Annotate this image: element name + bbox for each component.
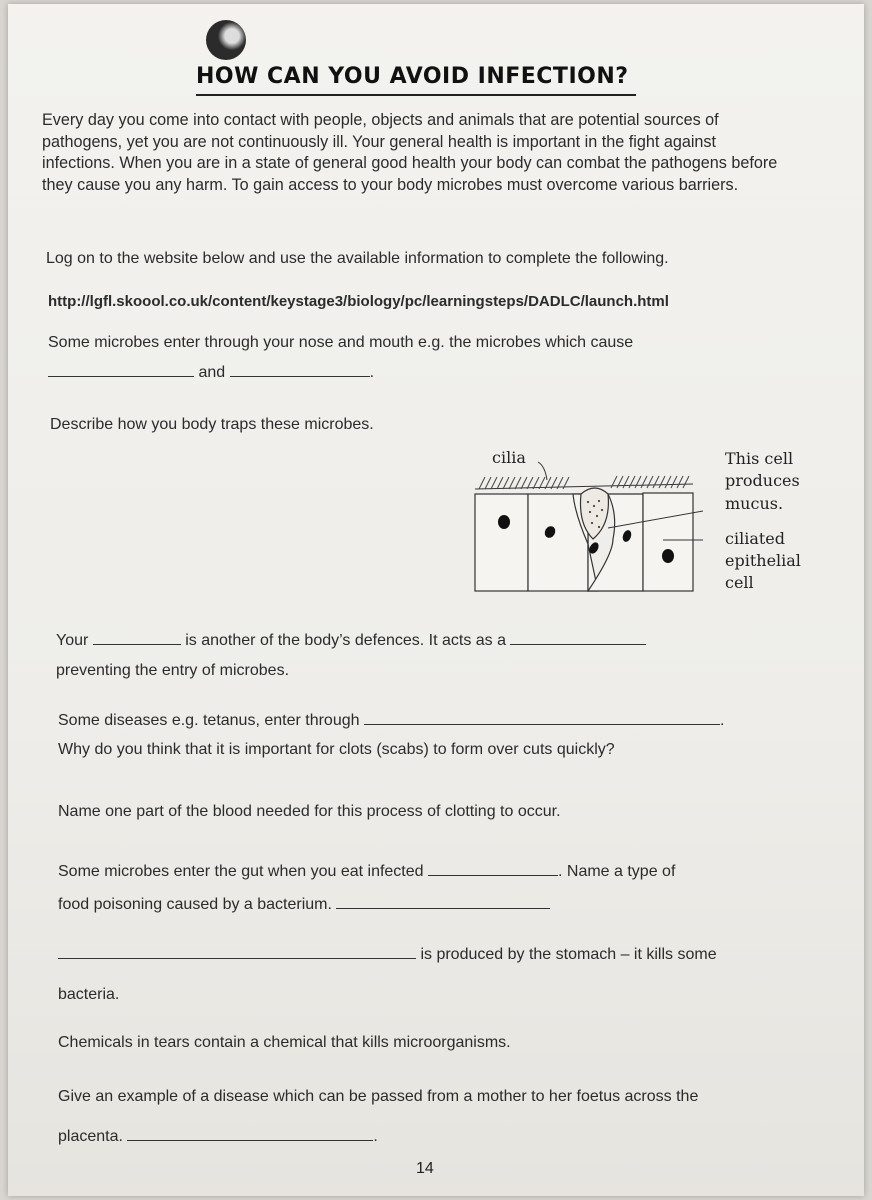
answer-blank[interactable] — [510, 630, 646, 645]
nucleus — [662, 549, 674, 563]
nucleus — [498, 515, 510, 529]
question-blood-clotting: Name one part of the blood needed for this process of clotting to occur. — [58, 803, 561, 820]
question-skin — [56, 630, 646, 651]
question-gut-text: Some microbes enter the gut when you eat infected — [58, 863, 424, 880]
placenta-word: placenta. — [58, 1128, 123, 1145]
question-stomach — [58, 944, 717, 965]
answer-blank[interactable] — [428, 861, 558, 876]
answer-blank[interactable] — [58, 944, 416, 959]
question-stomach-line2: bacteria. — [58, 986, 120, 1003]
answer-blank[interactable] — [230, 362, 370, 377]
question-skin-text: is another of the body’s defences. It acts as a — [185, 632, 507, 649]
diagram-label-epithelial-line1: ciliated — [725, 529, 785, 548]
answer-blank[interactable] — [127, 1126, 373, 1141]
title-underline — [196, 94, 636, 96]
ink-blot — [206, 20, 246, 60]
question-placenta: Give an example of a disease which can be passed from a mother to her foetus across the — [58, 1088, 699, 1105]
question-tetanus-text: Some diseases e.g. tetanus, enter through — [58, 712, 360, 729]
intro-paragraph: Every day you come into contact with people, objects and animals that are potential sources of pathogens, yet you are not continuously ill. Your general health is important in the fight against infections. When you are in a state of general good health your body can combat the pathogens before they cause you any harm. To gain access to your body microbes must overcome various barriers. — [42, 111, 778, 194]
diagram-label-cilia: cilia — [492, 448, 526, 467]
instruction-text: Log on to the website below and use the available information to complete the following. — [46, 250, 669, 267]
question-tetanus: Some diseases e.g. tetanus, enter through . — [58, 712, 725, 729]
question-stomach-text: is produced by the stomach – it kills some — [420, 946, 717, 963]
your-word: Your — [56, 632, 89, 649]
question-nose-mouth: Some microbes enter through your nose and mouth e.g. the microbes which cause — [48, 334, 634, 351]
question-skin-line2: preventing the entry of microbes. — [56, 662, 290, 679]
worksheet-page — [8, 4, 864, 1196]
question-gut — [58, 861, 675, 882]
answer-blank[interactable] — [336, 894, 550, 909]
question-gut-text-2: . Name a type of — [558, 863, 676, 880]
statement-tears: Chemicals in tears contain a chemical that kills microorganisms. — [58, 1034, 511, 1051]
page-number: 14 — [416, 1160, 434, 1177]
question-placenta-line2: placenta. . — [58, 1128, 378, 1145]
question-food-poisoning-text: food poisoning caused by a bacterium. — [58, 896, 332, 913]
diagram-label-epithelial-line2: epithelial — [725, 551, 801, 570]
diagram-label-mucus-line1: This cell — [725, 449, 794, 468]
page-title: HOW CAN YOU AVOID INFECTION? — [196, 64, 629, 89]
diagram-label-mucus-line3: mucus. — [725, 494, 784, 513]
answer-blank[interactable] — [93, 630, 181, 645]
question-nose-mouth-blanks: and . — [48, 362, 374, 383]
website-link[interactable]: http://lgfl.skoool.co.uk/content/keystage3/biology/pc/learningsteps/DADLC/launch.html — [48, 293, 669, 310]
answer-blank[interactable] — [364, 710, 720, 725]
diagram-label-mucus-line2: produces — [725, 471, 800, 490]
question-trap-microbes: Describe how you body traps these microbes. — [50, 416, 374, 433]
question-clots: Why do you think that it is important for clots (scabs) to form over cuts quickly? — [58, 741, 615, 758]
question-food-poisoning — [58, 894, 550, 915]
and-word: and — [198, 364, 226, 381]
diagram-label-epithelial-line3: cell — [725, 573, 754, 592]
answer-blank[interactable] — [48, 362, 194, 377]
